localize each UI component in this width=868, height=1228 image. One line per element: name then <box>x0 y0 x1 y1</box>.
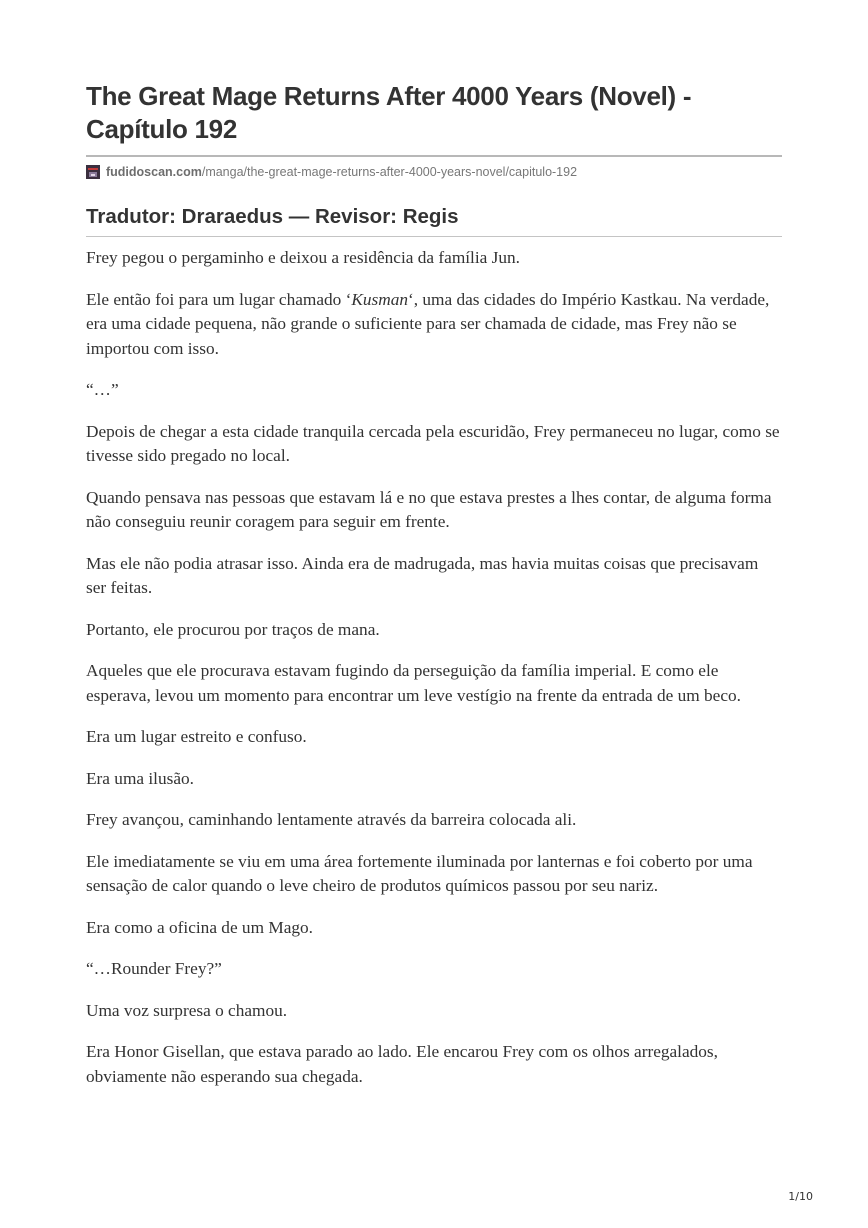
page-title: The Great Mage Returns After 4000 Years (Novel) - Capítulo 192 <box>86 81 692 144</box>
document-page <box>86 80 782 1106</box>
paragraph: Quando pensava nas pessoas que estavam lá e no que estava prestes a lhes contar, de alguma forma não conseguiu reunir coragem para seguir em frente. <box>86 487 772 531</box>
paragraph <box>86 288 782 362</box>
site-favicon-icon <box>86 165 100 179</box>
paragraph: Mas ele não podia atrasar isso. Ainda era de madrugada, mas havia muitas coisas que precisavam ser feitas. <box>86 553 759 597</box>
heading-divider <box>86 236 782 237</box>
paragraph: Portanto, ele procurou por traços de mana. <box>86 619 380 639</box>
paragraph: “…Rounder Frey?” <box>86 959 222 978</box>
source-domain[interactable]: fudidoscan.com <box>106 165 202 179</box>
credits-heading: Tradutor: Draraedus — Revisor: Regis <box>86 205 459 228</box>
paragraph: Era uma ilusão. <box>86 768 194 788</box>
paragraph: “…” <box>86 380 119 399</box>
paragraph-text: Ele então foi para um lugar chamado ‘ <box>86 289 352 309</box>
source-path[interactable]: /manga/the-great-mage-returns-after-4000-years-novel/capitulo-192 <box>201 165 578 179</box>
paragraph: Era um lugar estreito e confuso. <box>86 727 307 746</box>
paragraph: Ele imediatamente se viu em uma área fortemente iluminada por lanternas e foi coberto por uma sensação de calor quando o leve cheiro de produtos químicos passou por seu nariz. <box>86 851 753 895</box>
source-url[interactable] <box>86 164 782 180</box>
place-name: Kusman <box>351 289 409 309</box>
paragraph: Era Honor Gisellan, que estava parado ao lado. Ele encarou Frey com os olhos arregalados, obviamente não esperando sua chegada. <box>86 1042 718 1086</box>
title-divider <box>86 155 782 157</box>
chapter-content <box>86 246 782 1089</box>
paragraph: Frey pegou o pergaminho e deixou a residência da família Jun. <box>86 248 520 267</box>
paragraph-text: ‘, uma das cidades do Império Kastkau. Na verdade, era uma cidade pequena, não grande o suficiente para ser chamada de cidade, mas Frey não se importou com isso. <box>86 289 770 358</box>
paragraph: Frey avançou, caminhando lentamente através da barreira colocada ali. <box>86 810 577 829</box>
paragraph: Era como a oficina de um Mago. <box>86 917 313 937</box>
paragraph: Uma voz surpresa o chamou. <box>86 1000 288 1020</box>
page-number: 1/10 <box>788 1190 813 1203</box>
paragraph: Depois de chegar a esta cidade tranquila cercada pela escuridão, Frey permaneceu no lugar, como se tivesse sido pregado no local. <box>86 421 780 465</box>
paragraph: Aqueles que ele procurava estavam fugindo da perseguição da família imperial. E como ele esperava, levou um momento para encontrar um leve vestígio na frente da entrada de um beco. <box>86 661 741 705</box>
